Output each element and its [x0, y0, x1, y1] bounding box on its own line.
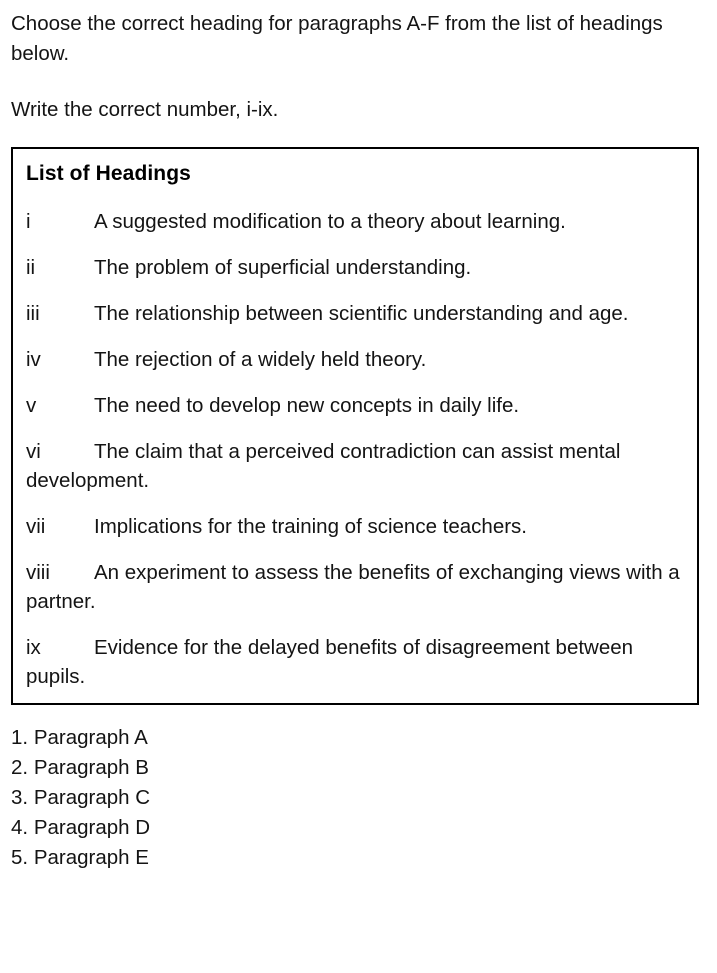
list-of-headings-title: List of Headings — [26, 162, 191, 185]
heading-text: The rejection of a widely held theory. — [94, 348, 427, 371]
heading-item — [20, 299, 691, 328]
question-number: 5. — [11, 846, 29, 869]
heading-text: A suggested modification to a theory about learning. — [94, 210, 566, 233]
heading-text: An experiment to assess the benefits of exchanging views with a partner. — [26, 561, 680, 613]
heading-text: The need to develop new concepts in daily life. — [94, 394, 520, 417]
question-item[interactable] — [11, 753, 717, 783]
heading-text: The claim that a perceived contradiction can assist mental development. — [26, 440, 621, 492]
heading-numeral: vii — [26, 515, 46, 538]
heading-numeral: iv — [26, 348, 41, 371]
heading-item — [20, 633, 691, 691]
heading-numeral: v — [26, 394, 37, 417]
question-number: 2. — [11, 756, 29, 779]
question-number: 1. — [11, 726, 29, 749]
question-label: Paragraph C — [33, 786, 151, 809]
heading-numeral: vi — [26, 440, 41, 463]
list-of-headings-box — [11, 147, 699, 705]
heading-numeral: i — [26, 210, 31, 233]
heading-numeral: ix — [26, 636, 41, 659]
question-item[interactable] — [11, 813, 717, 843]
heading-numeral: viii — [26, 561, 50, 584]
instruction-line-2: Write the correct number, i-ix. — [11, 98, 279, 121]
heading-numeral: ii — [26, 256, 36, 279]
question-number: 4. — [11, 816, 29, 839]
question-item[interactable] — [11, 843, 717, 873]
question-item[interactable] — [11, 723, 717, 753]
instruction-line-1: Choose the correct heading for paragraphs A-F from the list of headings below. — [11, 12, 663, 65]
question-list — [0, 723, 717, 873]
question-item[interactable] — [11, 783, 717, 813]
question-label: Paragraph D — [33, 816, 151, 839]
question-label: Paragraph B — [33, 756, 149, 779]
question-number: 3. — [11, 786, 29, 809]
heading-item — [20, 345, 691, 374]
heading-item — [20, 437, 691, 495]
heading-item — [20, 207, 691, 236]
heading-item — [20, 391, 691, 420]
heading-numeral: iii — [26, 302, 40, 325]
heading-text: The problem of superficial understanding. — [94, 256, 472, 279]
question-label: Paragraph E — [33, 846, 149, 869]
heading-item — [20, 512, 691, 541]
heading-item — [20, 253, 691, 282]
question-label: Paragraph A — [33, 726, 148, 749]
heading-text: The relationship between scientific understanding and age. — [94, 302, 629, 325]
heading-text: Implications for the training of science teachers. — [94, 515, 527, 538]
heading-text: Evidence for the delayed benefits of disagreement between pupils. — [26, 636, 634, 688]
heading-item — [20, 558, 691, 616]
